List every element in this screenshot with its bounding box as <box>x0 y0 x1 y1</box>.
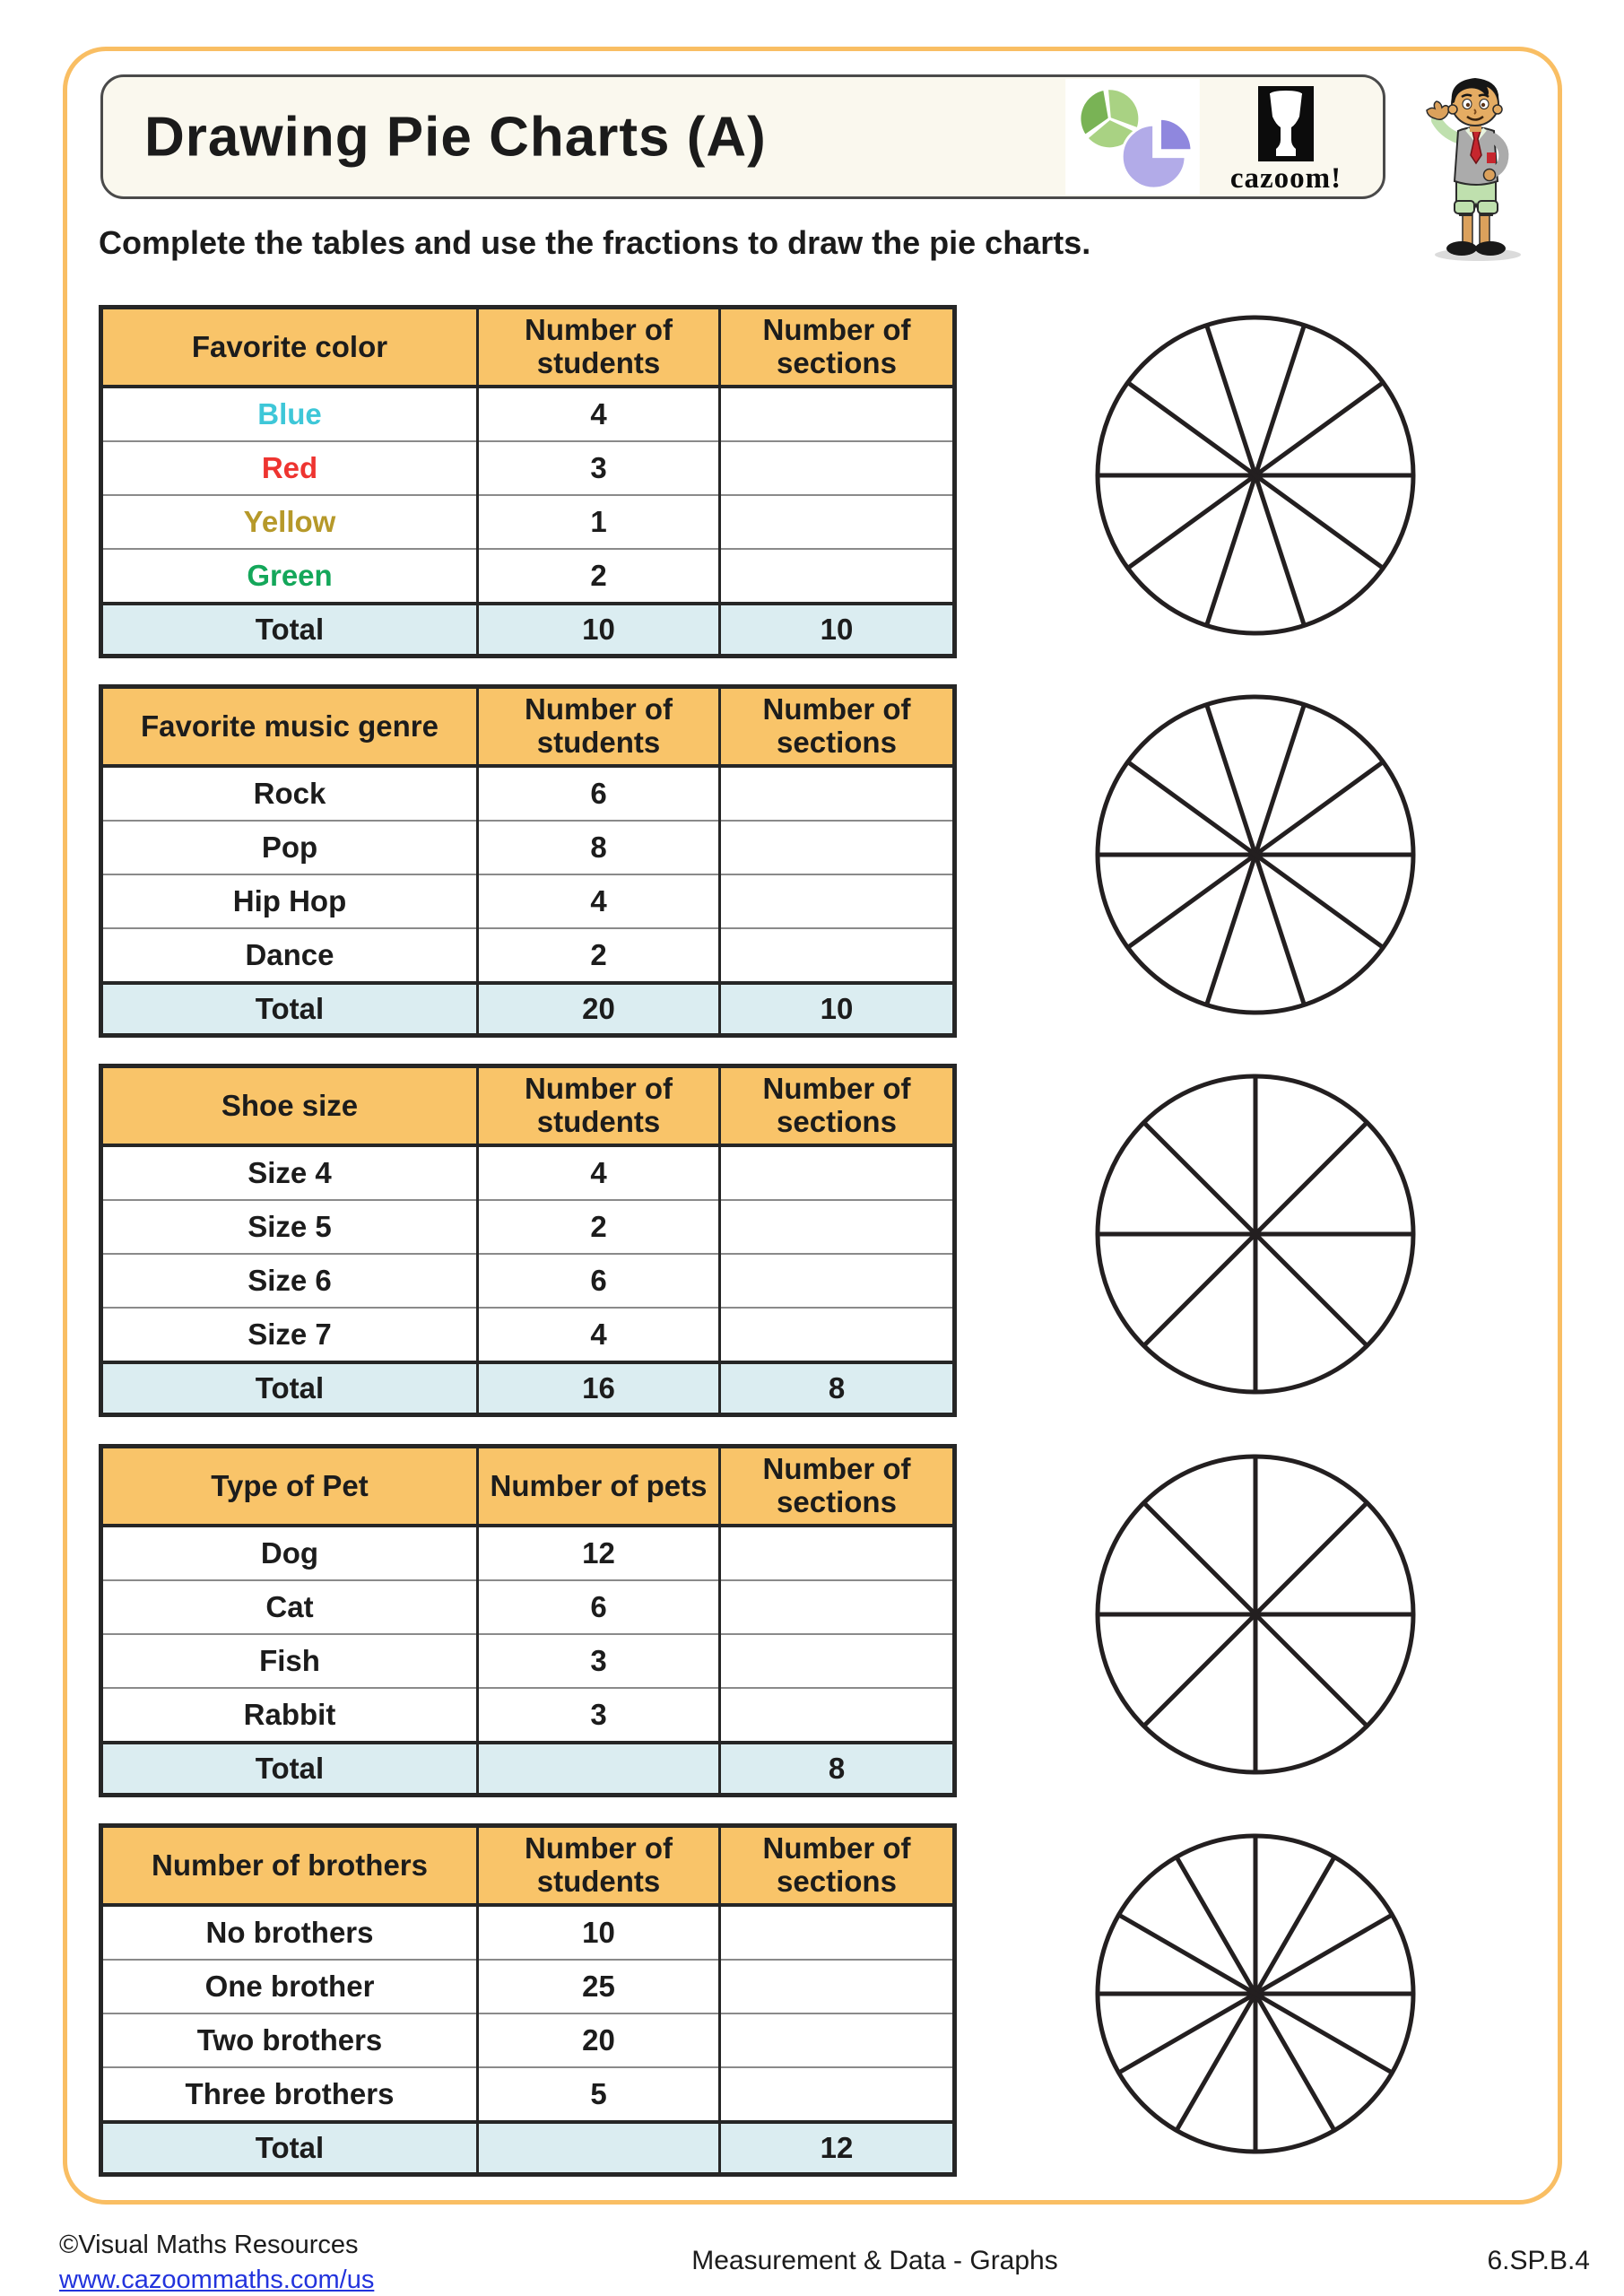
table-row <box>101 1526 955 1580</box>
count-cell: 3 <box>478 1634 720 1688</box>
col-header-sections: Number of sections <box>720 1447 955 1526</box>
sections-blank-cell <box>720 387 955 441</box>
sections-blank-cell <box>720 1688 955 1743</box>
count-cell: 20 <box>478 2013 720 2067</box>
sections-blank-cell <box>720 1905 955 1960</box>
table-row <box>101 1145 955 1200</box>
category-cell: Pop <box>101 821 478 874</box>
table-row <box>101 1905 955 1960</box>
category-cell: One brother <box>101 1960 478 2013</box>
sections-blank-cell <box>720 441 955 495</box>
table-row <box>101 441 955 495</box>
total-row <box>101 2122 955 2175</box>
category-cell: Rabbit <box>101 1688 478 1743</box>
count-cell: 1 <box>478 495 720 549</box>
total-label: Total <box>101 1362 478 1415</box>
data-table <box>99 1064 957 1417</box>
total-count-cell: 20 <box>478 983 720 1036</box>
total-sections-cell: 10 <box>720 604 955 657</box>
category-cell: Fish <box>101 1634 478 1688</box>
count-cell: 4 <box>478 387 720 441</box>
cazoom-logo-text: cazoom! <box>1229 162 1342 195</box>
data-table <box>99 1444 957 1797</box>
total-label: Total <box>101 604 478 657</box>
table-row <box>101 387 955 441</box>
worksheet-block-2 <box>99 684 1587 1032</box>
sections-blank-cell <box>720 1960 955 2013</box>
col-header-count: Number of students <box>478 1826 720 1906</box>
count-cell: 10 <box>478 1905 720 1960</box>
col-header-sections: Number of sections <box>720 308 955 387</box>
count-cell: 25 <box>478 1960 720 2013</box>
pie-charts-logo-icon <box>1064 79 1201 195</box>
category-cell: Red <box>101 441 478 495</box>
count-cell: 6 <box>478 1580 720 1634</box>
category-header: Favorite music genre <box>101 687 478 767</box>
category-cell: Rock <box>253 777 326 810</box>
count-cell: 4 <box>478 1308 720 1362</box>
category-cell: Size 6 <box>101 1254 478 1308</box>
table-row <box>101 549 955 604</box>
count-cell: 8 <box>478 821 720 874</box>
total-sections-cell: 8 <box>720 1362 955 1415</box>
title-bar <box>100 74 1385 199</box>
col-header-count: Number of pets <box>478 1447 720 1526</box>
table-row <box>101 2067 955 2122</box>
table-row <box>101 1580 955 1634</box>
table-row <box>101 1254 955 1308</box>
drum-icon <box>1258 86 1314 161</box>
worksheet-block-3 <box>99 1064 1587 1412</box>
total-count-cell <box>478 2122 720 2175</box>
category-header: Favorite color <box>101 308 478 387</box>
col-header-count: Number of students <box>478 308 720 387</box>
col-header-sections: Number of sections <box>720 1826 955 1906</box>
category-cell: Hip Hop <box>101 874 478 928</box>
count-cell: 3 <box>478 441 720 495</box>
total-row <box>101 1743 955 1796</box>
category-header: Shoe size <box>101 1066 478 1146</box>
total-count-cell: 10 <box>478 604 720 657</box>
sections-blank-cell <box>720 1580 955 1634</box>
total-sections-cell: 12 <box>720 2122 955 2175</box>
sections-blank-cell <box>720 874 955 928</box>
copyright-text: ©Visual Maths Resources <box>59 2231 359 2259</box>
table-row <box>101 1688 955 1743</box>
worksheet-block-1 <box>99 305 1587 653</box>
category-cell: Cat <box>101 1580 478 1634</box>
data-table <box>99 305 957 658</box>
total-row <box>101 604 955 657</box>
table-row <box>101 495 955 549</box>
sections-blank-cell <box>720 928 955 983</box>
category-cell: Two brothers <box>101 2013 478 2067</box>
sections-blank-cell <box>720 495 955 549</box>
data-table <box>99 1823 957 2177</box>
sections-blank-cell <box>720 766 955 821</box>
worksheet-block-4 <box>99 1444 1587 1792</box>
total-sections-cell: 10 <box>720 983 955 1036</box>
category-cell: Size 4 <box>248 1156 332 1189</box>
col-header-count: Number of students <box>478 1066 720 1146</box>
count-cell: 4 <box>478 1145 720 1200</box>
category-cell: Dance <box>101 928 478 983</box>
table-row <box>101 766 955 821</box>
category-cell: Three brothers <box>101 2067 478 2122</box>
count-cell: 4 <box>478 874 720 928</box>
count-cell: 6 <box>478 766 720 821</box>
col-header-sections: Number of sections <box>720 1066 955 1146</box>
boy-mascot-illustration <box>1415 70 1533 263</box>
instruction-text: Complete the tables and use the fractions to draw the pie charts. <box>99 224 1091 261</box>
count-cell: 5 <box>478 2067 720 2122</box>
pie-chart-template-10-sections <box>1089 309 1422 642</box>
count-cell: 3 <box>478 1688 720 1743</box>
page-title: Drawing Pie Charts (A) <box>144 106 767 168</box>
table-row <box>101 1200 955 1254</box>
count-cell: 2 <box>478 549 720 604</box>
category-cell: Green <box>101 549 478 604</box>
category-cell: Size 7 <box>101 1308 478 1362</box>
table-row <box>101 874 955 928</box>
count-cell: 2 <box>478 1200 720 1254</box>
total-label: Total <box>101 2122 478 2175</box>
count-cell: 2 <box>478 928 720 983</box>
col-header-sections: Number of sections <box>720 687 955 767</box>
sections-blank-cell <box>720 2013 955 2067</box>
sections-blank-cell <box>720 1200 955 1254</box>
table-row <box>101 1634 955 1688</box>
sections-blank-cell <box>720 549 955 604</box>
total-row <box>101 1362 955 1415</box>
sections-blank-cell <box>720 1526 955 1580</box>
category-cell: Size 5 <box>101 1200 478 1254</box>
sections-blank-cell <box>720 1634 955 1688</box>
count-cell: 6 <box>478 1254 720 1308</box>
total-label: Total <box>101 983 478 1036</box>
footer-category-text: Measurement & Data - Graphs <box>691 2246 1058 2275</box>
total-label: Total <box>101 1743 478 1796</box>
worksheet-block-5 <box>99 1823 1587 2171</box>
table-row <box>101 2013 955 2067</box>
total-row <box>101 983 955 1036</box>
sections-blank-cell <box>720 1254 955 1308</box>
website-link[interactable]: www.cazoommaths.com/us <box>59 2265 375 2294</box>
cazoom-logo <box>1219 86 1353 196</box>
col-header-count: Number of students <box>478 687 720 767</box>
category-cell: Yellow <box>101 495 478 549</box>
category-cell: No brothers <box>205 1916 374 1949</box>
category-cell: Dog <box>260 1536 319 1570</box>
category-cell: Blue <box>257 397 322 430</box>
count-cell: 12 <box>478 1526 720 1580</box>
sections-blank-cell <box>720 2067 955 2122</box>
standard-code: 6.SP.B.4 <box>1487 2246 1590 2275</box>
category-header: Number of brothers <box>101 1826 478 1906</box>
total-count-cell: 16 <box>478 1362 720 1415</box>
sections-blank-cell <box>720 1145 955 1200</box>
pie-chart-template-8-sections <box>1089 1448 1422 1781</box>
total-count-cell <box>478 1743 720 1796</box>
data-table <box>99 684 957 1038</box>
table-row <box>101 821 955 874</box>
table-row <box>101 1308 955 1362</box>
total-sections-cell: 8 <box>720 1743 955 1796</box>
pie-chart-template-12-sections <box>1089 1827 1422 2161</box>
sections-blank-cell <box>720 821 955 874</box>
sections-blank-cell <box>720 1308 955 1362</box>
category-header: Type of Pet <box>101 1447 478 1526</box>
pie-chart-template-10-sections <box>1089 688 1422 1022</box>
pie-chart-template-8-sections <box>1089 1067 1422 1401</box>
table-row <box>101 1960 955 2013</box>
table-row <box>101 928 955 983</box>
